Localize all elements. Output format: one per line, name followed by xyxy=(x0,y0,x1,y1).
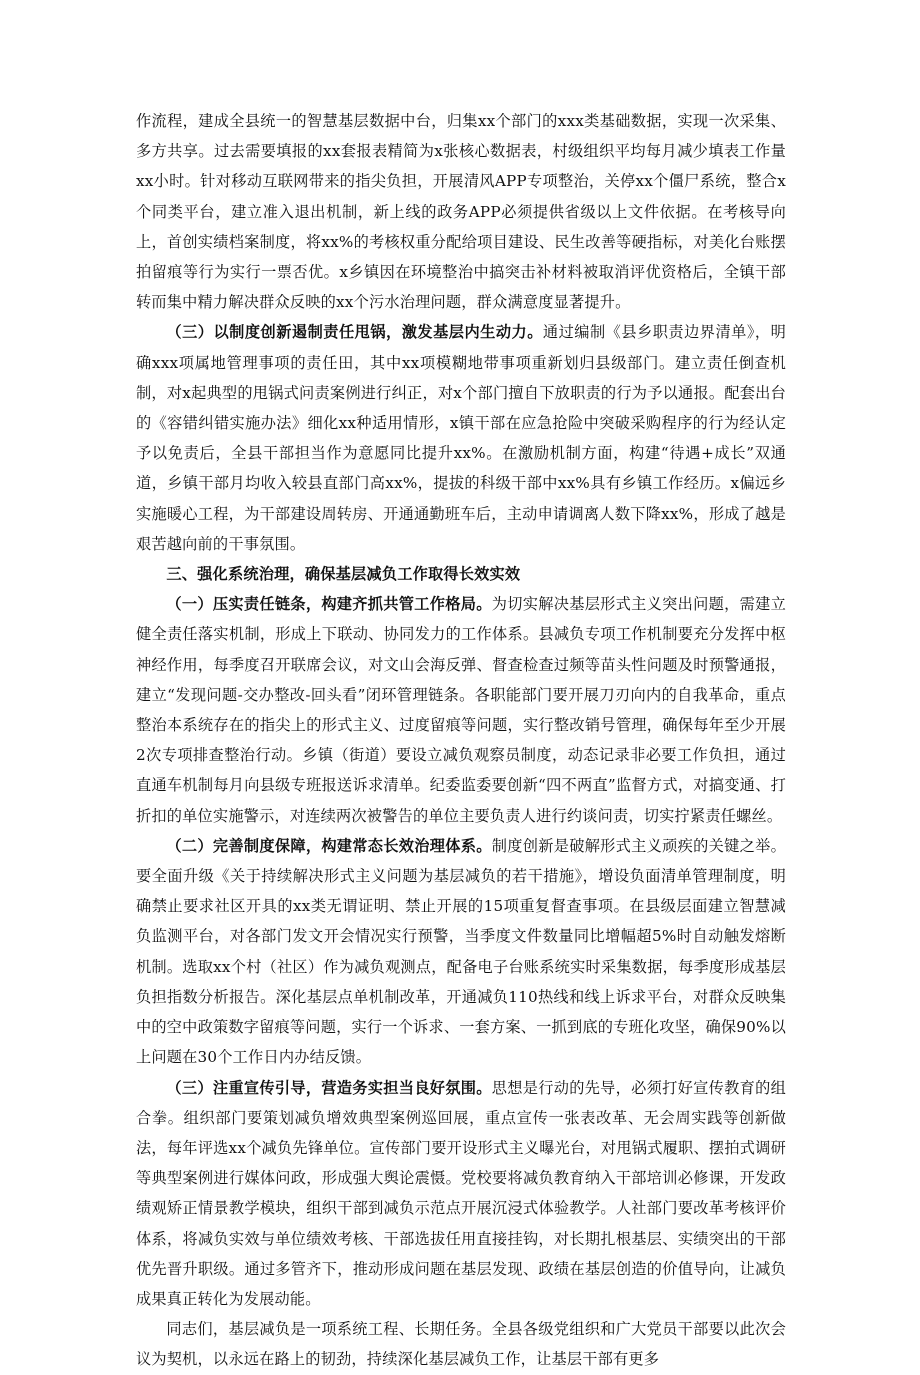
paragraph-text: 为切实解决基层形式主义突出问题，需建立健全责任落实机制，形成上下联动、协同发力的工作体系。县减负专项工作机制要充分发挥中枢神经作用，每季度召开联席会议，对文山会海反弹、督查检查过频等苗头性问题及时预警通报，建立“发现问题-交办整改-回头看”闭环管理链条。各职能部门要开展刀刃向内的自我革命，重点整治本系统存在的指尖上的形式主义、过度留痕等问题，实行整改销号管理，确保每年至少开展2次专项排查整治行动。乡镇（街道）要设立减负观察员制度，动态记录非必要工作负担，通过直通车机制每月向县级专班报送诉求清单。纪委监委要创新“四不两直”监督方式，对搞变通、打折扣的单位实施警示，对连续两次被警告的单位主要负责人进行约谈问责，切实拧紧责任螺丝。 xyxy=(136,595,786,825)
paragraph-text: 同志们，基层减负是一项系统工程、长期任务。全县各级党组织和广大党员干部要以此次会议为契机，以永远在路上的韧劲，持续深化基层减负工作，让基层干部有更多 xyxy=(136,1320,786,1369)
paragraph-text: 作流程，建成全县统一的智慧基层数据中台，归集xx个部门的xxx类基础数据，实现一次采集、多方共享。过去需要填报的xx套报表精简为x张核心数据表，村级组织平均每月减少填表工作量xx小时。针对移动互联网带来的指尖负担，开展清风APP专项整治，关停xx个僵尸系统，整合x个同类平台，建立准入退出机制，新上线的政务APP必须提供省级以上文件依据。在考核导向上，首创实绩档案制度，将xx%的考核权重分配给项目建设、民生改善等硬指标，对美化台账摆拍留痕等行为实行一票否优。x乡镇因在环境整治中搞突击补材料被取消评优资格后，全镇干部转而集中精力解决群众反映的xx个污水治理问题，群众满意度显著提升。 xyxy=(136,112,786,312)
document-body xyxy=(136,106,786,1375)
paragraph-closing xyxy=(136,1314,786,1374)
paragraph-continuation xyxy=(136,106,786,317)
paragraph-responsibility-chain xyxy=(136,589,786,831)
paragraph-text: 通过编制《县乡职责边界清单》，明确xxx项属地管理事项的责任田，其中xx项模糊地带事项重新划归县级部门。建立责任倒查机制，对x起典型的甩锅式问责案例进行纠正，对x个部门擅自下放职责的行为予以通报。配套出台的《容错纠错实施办法》细化xx种适用情形，x镇干部在应急抢险中突破采购程序的行为经认定予以免责后，全县干部担当作为意愿同比提升xx%。在激励机制方面，构建“待遇+成长”双通道，乡镇干部月均收入较县直部门高xx%，提拔的科级干部中xx%具有乡镇工作经历。x偏远乡实施暖心工程，为干部建设周转房、开通通勤班车后，主动申请调离人数下降xx%，形成了越是艰苦越向前的干事氛围。 xyxy=(136,323,786,553)
paragraph-publicity-guidance xyxy=(136,1073,786,1315)
paragraph-institutional-guarantee xyxy=(136,831,786,1073)
paragraph-lead: （三）注重宣传引导，营造务实担当良好氛围。 xyxy=(166,1078,492,1097)
paragraph-lead: （二）完善制度保障，构建常态长效治理体系。 xyxy=(166,836,492,855)
paragraph-lead: （一）压实责任链条，构建齐抓共管工作格局。 xyxy=(166,595,492,614)
paragraph-lead: （三）以制度创新遏制责任甩锅，激发基层内生动力。 xyxy=(166,323,543,342)
section-heading: 三、强化系统治理，确保基层减负工作取得长效实效 xyxy=(166,565,521,584)
paragraph-text: 思想是行动的先导，必须打好宣传教育的组合拳。组织部门要策划减负增效典型案例巡回展，重点宣传一张表改革、无会周实践等创新做法，每年评选xx个减负先锋单位。宣传部门要开设形式主义曝光台，对甩锅式履职、摆拍式调研等典型案例进行媒体问政，形成强大舆论震慑。党校要将减负教育纳入干部培训必修课，开发政绩观矫正情景教学模块，组织干部到减负示范点开展沉浸式体验教学。人社部门要改革考核评价体系，将减负实效与单位绩效考核、干部选拔任用直接挂钩，对长期扎根基层、实绩突出的干部优先晋升职级。通过多管齐下，推动形成问题在基层发现、政绩在基层创造的价值导向，让减负成果真正转化为发展动能。 xyxy=(136,1078,786,1308)
paragraph-institutional-innovation xyxy=(136,317,786,559)
paragraph-text: 制度创新是破解形式主义顽疾的关键之举。要全面升级《关于持续解决形式主义问题为基层减负的若干措施》，增设负面清单管理制度，明确禁止要求社区开具的xx类无谓证明、禁止开展的15项重复督查事项。在县级层面建立智慧减负监测平台，对各部门发文开会情况实行预警，当季度文件数量同比增幅超5%时自动触发熔断机制。选取xx个村（社区）作为减负观测点，配备电子台账系统实时采集数据，每季度形成基层负担指数分析报告。深化基层点单机制改革，开通减负110热线和线上诉求平台，对群众反映集中的空中政策数字留痕等问题，实行一个诉求、一套方案、一抓到底的专班化攻坚，确保90%以上问题在30个工作日内办结反馈。 xyxy=(136,836,786,1067)
